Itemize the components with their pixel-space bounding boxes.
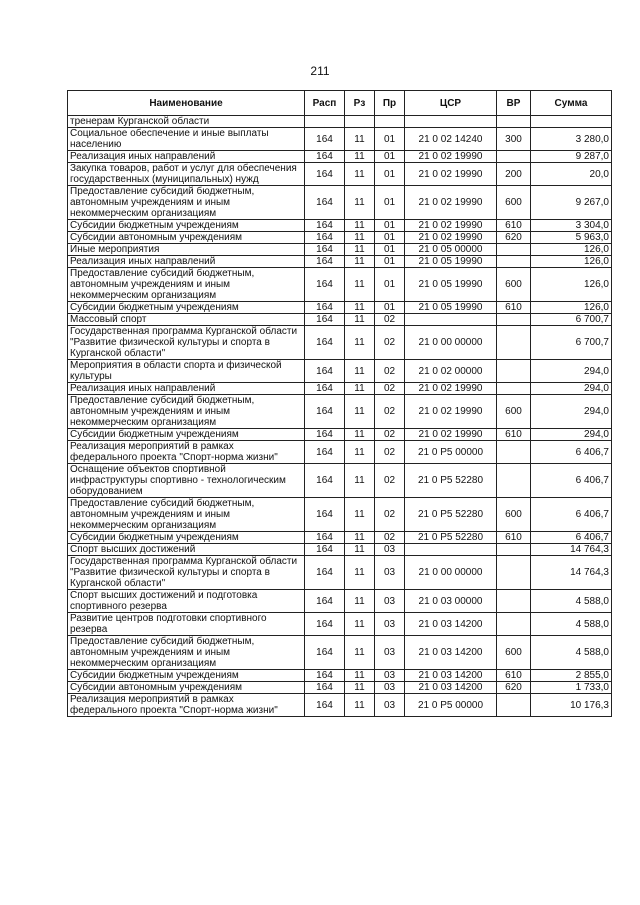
cell-name: Предоставление субсидий бюджетным, автономным учреждениям и иным некоммерческим организациям <box>68 498 305 532</box>
cell-rz: 11 <box>345 590 375 613</box>
cell-vr <box>497 464 531 498</box>
cell-rasp: 164 <box>305 441 345 464</box>
cell-pr: 01 <box>375 220 405 232</box>
cell-rz: 11 <box>345 544 375 556</box>
cell-rasp: 164 <box>305 544 345 556</box>
cell-vr: 600 <box>497 186 531 220</box>
cell-vr: 620 <box>497 682 531 694</box>
cell-name: тренерам Курганской области <box>68 116 305 128</box>
cell-rasp: 164 <box>305 128 345 151</box>
cell-rz: 11 <box>345 151 375 163</box>
cell-name: Развитие центров подготовки спортивного резерва <box>68 613 305 636</box>
cell-rasp: 164 <box>305 256 345 268</box>
cell-name: Субсидии бюджетным учреждениям <box>68 220 305 232</box>
cell-sum: 126,0 <box>531 302 612 314</box>
table-row <box>68 441 612 464</box>
cell-pr: 02 <box>375 464 405 498</box>
cell-csr: 21 0 02 19990 <box>405 220 497 232</box>
cell-sum: 20,0 <box>531 163 612 186</box>
cell-name: Спорт высших достижений <box>68 544 305 556</box>
cell-sum: 294,0 <box>531 360 612 383</box>
table-row <box>68 395 612 429</box>
cell-rz: 11 <box>345 314 375 326</box>
cell-sum: 6 406,7 <box>531 498 612 532</box>
cell-csr: 21 0 P5 52280 <box>405 532 497 544</box>
cell-csr: 21 0 00 00000 <box>405 556 497 590</box>
cell-rz: 11 <box>345 429 375 441</box>
cell-csr: 21 0 05 19990 <box>405 256 497 268</box>
cell-name: Оснащение объектов спортивной инфраструктуры спортивно - технологическим оборудованием <box>68 464 305 498</box>
cell-vr: 600 <box>497 395 531 429</box>
cell-pr: 01 <box>375 244 405 256</box>
cell-sum: 126,0 <box>531 256 612 268</box>
cell-rz: 11 <box>345 383 375 395</box>
table-row <box>68 360 612 383</box>
cell-rasp: 164 <box>305 694 345 717</box>
cell-rz: 11 <box>345 613 375 636</box>
cell-sum: 294,0 <box>531 383 612 395</box>
cell-csr: 21 0 03 00000 <box>405 590 497 613</box>
cell-csr <box>405 314 497 326</box>
cell-rasp: 164 <box>305 268 345 302</box>
cell-rz: 11 <box>345 186 375 220</box>
cell-pr: 01 <box>375 163 405 186</box>
cell-sum: 1 733,0 <box>531 682 612 694</box>
cell-vr <box>497 590 531 613</box>
cell-rasp: 164 <box>305 383 345 395</box>
cell-pr: 03 <box>375 694 405 717</box>
cell-rz: 11 <box>345 441 375 464</box>
cell-pr: 01 <box>375 268 405 302</box>
table-row <box>68 326 612 360</box>
table-row <box>68 128 612 151</box>
cell-pr: 01 <box>375 186 405 220</box>
cell-rasp: 164 <box>305 532 345 544</box>
cell-rasp: 164 <box>305 314 345 326</box>
cell-rasp: 164 <box>305 682 345 694</box>
cell-rasp: 164 <box>305 244 345 256</box>
cell-sum: 126,0 <box>531 244 612 256</box>
cell-csr: 21 0 03 14200 <box>405 636 497 670</box>
cell-rasp: 164 <box>305 151 345 163</box>
cell-vr: 600 <box>497 268 531 302</box>
cell-vr <box>497 326 531 360</box>
cell-csr: 21 0 02 19990 <box>405 429 497 441</box>
cell-rasp: 164 <box>305 429 345 441</box>
cell-vr: 610 <box>497 220 531 232</box>
cell-sum: 2 855,0 <box>531 670 612 682</box>
cell-name: Иные мероприятия <box>68 244 305 256</box>
cell-rasp <box>305 116 345 128</box>
table-header-row <box>68 91 612 116</box>
table-row <box>68 694 612 717</box>
cell-vr: 200 <box>497 163 531 186</box>
cell-sum: 6 700,7 <box>531 314 612 326</box>
cell-csr: 21 0 05 19990 <box>405 302 497 314</box>
cell-sum: 3 280,0 <box>531 128 612 151</box>
table-row <box>68 429 612 441</box>
budget-table <box>67 90 612 717</box>
cell-name: Субсидии бюджетным учреждениям <box>68 532 305 544</box>
cell-pr: 03 <box>375 682 405 694</box>
cell-pr: 02 <box>375 360 405 383</box>
cell-vr: 610 <box>497 532 531 544</box>
table-row <box>68 532 612 544</box>
cell-csr: 21 0 02 19990 <box>405 163 497 186</box>
cell-csr: 21 0 P5 00000 <box>405 694 497 717</box>
cell-name: Предоставление субсидий бюджетным, автономным учреждениям и иным некоммерческим организациям <box>68 268 305 302</box>
cell-pr <box>375 116 405 128</box>
cell-csr: 21 0 02 19990 <box>405 186 497 220</box>
cell-pr: 01 <box>375 128 405 151</box>
cell-rasp: 164 <box>305 232 345 244</box>
cell-sum: 6 406,7 <box>531 532 612 544</box>
cell-rz <box>345 116 375 128</box>
table-row <box>68 636 612 670</box>
cell-rz: 11 <box>345 232 375 244</box>
cell-name: Закупка товаров, работ и услуг для обеспечения государственных (муниципальных) нужд <box>68 163 305 186</box>
cell-csr: 21 0 P5 52280 <box>405 464 497 498</box>
cell-csr: 21 0 00 00000 <box>405 326 497 360</box>
cell-rasp: 164 <box>305 636 345 670</box>
table-row <box>68 151 612 163</box>
cell-sum: 3 304,0 <box>531 220 612 232</box>
cell-vr: 600 <box>497 498 531 532</box>
cell-name: Мероприятия в области спорта и физической культуры <box>68 360 305 383</box>
cell-rz: 11 <box>345 268 375 302</box>
cell-sum: 4 588,0 <box>531 636 612 670</box>
cell-name: Субсидии автономным учреждениям <box>68 232 305 244</box>
cell-csr <box>405 544 497 556</box>
cell-sum: 126,0 <box>531 268 612 302</box>
cell-rz: 11 <box>345 220 375 232</box>
cell-vr: 610 <box>497 302 531 314</box>
cell-rz: 11 <box>345 326 375 360</box>
cell-pr: 02 <box>375 383 405 395</box>
cell-csr: 21 0 02 19990 <box>405 383 497 395</box>
cell-rasp: 164 <box>305 326 345 360</box>
cell-vr <box>497 544 531 556</box>
table-row <box>68 383 612 395</box>
cell-pr: 02 <box>375 429 405 441</box>
cell-pr: 02 <box>375 326 405 360</box>
cell-sum: 14 764,3 <box>531 556 612 590</box>
cell-pr: 03 <box>375 613 405 636</box>
table-row <box>68 498 612 532</box>
cell-vr: 610 <box>497 670 531 682</box>
table-row <box>68 556 612 590</box>
cell-sum: 10 176,3 <box>531 694 612 717</box>
cell-sum: 9 267,0 <box>531 186 612 220</box>
table-row <box>68 682 612 694</box>
cell-csr: 21 0 02 19990 <box>405 151 497 163</box>
cell-pr: 03 <box>375 636 405 670</box>
cell-rz: 11 <box>345 244 375 256</box>
table-row <box>68 220 612 232</box>
cell-vr: 600 <box>497 636 531 670</box>
cell-name: Социальное обеспечение и иные выплаты населению <box>68 128 305 151</box>
cell-rz: 11 <box>345 498 375 532</box>
cell-rasp: 164 <box>305 556 345 590</box>
cell-rz: 11 <box>345 395 375 429</box>
header-sum: Сумма <box>531 91 612 116</box>
cell-rasp: 164 <box>305 302 345 314</box>
cell-rasp: 164 <box>305 498 345 532</box>
cell-sum: 6 700,7 <box>531 326 612 360</box>
table-row <box>68 256 612 268</box>
cell-name: Реализация мероприятий в рамках федерального проекта "Спорт-норма жизни" <box>68 694 305 717</box>
table-row <box>68 464 612 498</box>
cell-csr: 21 0 02 00000 <box>405 360 497 383</box>
cell-rz: 11 <box>345 256 375 268</box>
table-row <box>68 244 612 256</box>
header-csr: ЦСР <box>405 91 497 116</box>
cell-rz: 11 <box>345 682 375 694</box>
cell-rasp: 164 <box>305 590 345 613</box>
table-row <box>68 314 612 326</box>
cell-name: Предоставление субсидий бюджетным, автономным учреждениям и иным некоммерческим организациям <box>68 186 305 220</box>
table-row <box>68 670 612 682</box>
cell-vr: 300 <box>497 128 531 151</box>
cell-vr <box>497 116 531 128</box>
cell-name: Спорт высших достижений и подготовка спортивного резерва <box>68 590 305 613</box>
cell-rz: 11 <box>345 163 375 186</box>
cell-csr: 21 0 02 19990 <box>405 232 497 244</box>
cell-pr: 03 <box>375 544 405 556</box>
cell-sum: 9 287,0 <box>531 151 612 163</box>
cell-name: Субсидии бюджетным учреждениям <box>68 302 305 314</box>
cell-sum: 14 764,3 <box>531 544 612 556</box>
cell-rz: 11 <box>345 360 375 383</box>
cell-vr <box>497 256 531 268</box>
cell-pr: 03 <box>375 556 405 590</box>
cell-vr <box>497 613 531 636</box>
cell-rz: 11 <box>345 670 375 682</box>
cell-rz: 11 <box>345 464 375 498</box>
cell-csr: 21 0 03 14200 <box>405 682 497 694</box>
cell-pr: 03 <box>375 670 405 682</box>
cell-vr <box>497 360 531 383</box>
table-row <box>68 232 612 244</box>
cell-rz: 11 <box>345 556 375 590</box>
cell-csr: 21 0 03 14200 <box>405 670 497 682</box>
cell-sum: 294,0 <box>531 395 612 429</box>
cell-sum: 294,0 <box>531 429 612 441</box>
cell-name: Реализация иных направлений <box>68 383 305 395</box>
cell-sum: 6 406,7 <box>531 441 612 464</box>
cell-name: Предоставление субсидий бюджетным, автономным учреждениям и иным некоммерческим организациям <box>68 636 305 670</box>
cell-vr <box>497 694 531 717</box>
header-name: Наименование <box>68 91 305 116</box>
header-rasp: Расп <box>305 91 345 116</box>
cell-csr: 21 0 05 19990 <box>405 268 497 302</box>
cell-rasp: 164 <box>305 360 345 383</box>
cell-name: Субсидии бюджетным учреждениям <box>68 670 305 682</box>
table-row <box>68 302 612 314</box>
cell-sum: 5 963,0 <box>531 232 612 244</box>
cell-rz: 11 <box>345 694 375 717</box>
cell-name: Массовый спорт <box>68 314 305 326</box>
cell-rz: 11 <box>345 532 375 544</box>
cell-pr: 02 <box>375 314 405 326</box>
cell-csr: 21 0 03 14200 <box>405 613 497 636</box>
cell-pr: 02 <box>375 532 405 544</box>
cell-rasp: 164 <box>305 613 345 636</box>
cell-pr: 01 <box>375 302 405 314</box>
cell-csr: 21 0 02 19990 <box>405 395 497 429</box>
table-row <box>68 544 612 556</box>
cell-name: Субсидии автономным учреждениям <box>68 682 305 694</box>
cell-vr: 610 <box>497 429 531 441</box>
cell-pr: 01 <box>375 232 405 244</box>
header-pr: Пр <box>375 91 405 116</box>
cell-name: Реализация иных направлений <box>68 256 305 268</box>
table-row <box>68 116 612 128</box>
cell-vr <box>497 556 531 590</box>
cell-csr <box>405 116 497 128</box>
cell-sum: 4 588,0 <box>531 613 612 636</box>
cell-rasp: 164 <box>305 220 345 232</box>
cell-name: Государственная программа Курганской области "Развитие физической культуры и спорта в Курганской области" <box>68 556 305 590</box>
cell-csr: 21 0 P5 52280 <box>405 498 497 532</box>
cell-name: Реализация иных направлений <box>68 151 305 163</box>
cell-pr: 03 <box>375 590 405 613</box>
cell-csr: 21 0 02 14240 <box>405 128 497 151</box>
cell-pr: 01 <box>375 151 405 163</box>
table-row <box>68 268 612 302</box>
cell-csr: 21 0 05 00000 <box>405 244 497 256</box>
cell-vr <box>497 441 531 464</box>
cell-vr <box>497 244 531 256</box>
table-row <box>68 163 612 186</box>
cell-pr: 02 <box>375 395 405 429</box>
cell-rasp: 164 <box>305 670 345 682</box>
table-row <box>68 613 612 636</box>
header-rz: Рз <box>345 91 375 116</box>
cell-name: Предоставление субсидий бюджетным, автономным учреждениям и иным некоммерческим организациям <box>68 395 305 429</box>
cell-name: Реализация мероприятий в рамках федерального проекта "Спорт-норма жизни" <box>68 441 305 464</box>
cell-name: Субсидии бюджетным учреждениям <box>68 429 305 441</box>
table-row <box>68 186 612 220</box>
cell-name: Государственная программа Курганской области "Развитие физической культуры и спорта в Курганской области" <box>68 326 305 360</box>
cell-rz: 11 <box>345 302 375 314</box>
cell-rasp: 164 <box>305 464 345 498</box>
cell-pr: 02 <box>375 441 405 464</box>
header-vr: ВР <box>497 91 531 116</box>
cell-csr: 21 0 P5 00000 <box>405 441 497 464</box>
cell-rz: 11 <box>345 636 375 670</box>
cell-rasp: 164 <box>305 163 345 186</box>
cell-sum <box>531 116 612 128</box>
page-number: 211 <box>310 64 330 78</box>
cell-sum: 4 588,0 <box>531 590 612 613</box>
cell-vr <box>497 314 531 326</box>
cell-rasp: 164 <box>305 395 345 429</box>
cell-vr <box>497 383 531 395</box>
cell-pr: 01 <box>375 256 405 268</box>
table-row <box>68 590 612 613</box>
cell-pr: 02 <box>375 498 405 532</box>
cell-vr: 620 <box>497 232 531 244</box>
cell-rasp: 164 <box>305 186 345 220</box>
cell-rz: 11 <box>345 128 375 151</box>
cell-sum: 6 406,7 <box>531 464 612 498</box>
cell-vr <box>497 151 531 163</box>
